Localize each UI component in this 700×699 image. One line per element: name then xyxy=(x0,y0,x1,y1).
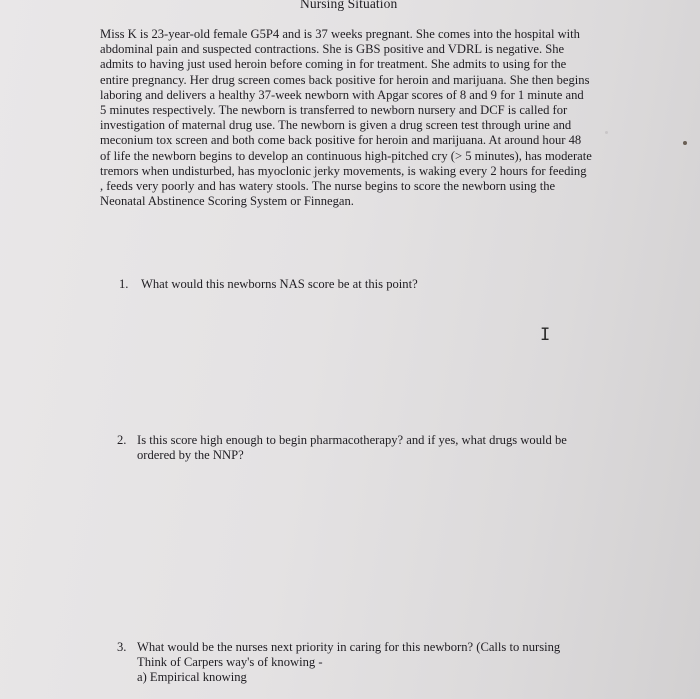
paper-speck xyxy=(605,131,608,134)
case-paragraph: Miss K is 23-year-old female G5P4 and is 37 weeks pregnant. She comes into the hospital with abdominal pain and suspected contractions. She is GBS positive and VDRL is negative. She admits to having just used heroin before coming in for treatment. She admits to using for the entire pregnancy. Her drug screen comes back positive for heroin and marijuana. She then begins laboring and delivers a healthy 37-week newborn with Apgar scores of 8 and 9 for 1 minute and 5 minutes respectively. The newborn is transferred to newborn nursery and DCF is called for investigation of maternal drug use. The newborn is given a drug screen test through urine and meconium tox screen and both come back positive for heroin and marijuana. At around hour 48 of life the newborn begins to develop an continuous high-pitched cry (> 5 minutes), has moderate tremors when undisturbed, has myoclonic jerky movements, is waking every 2 hours for feeding , feeds very poorly and has watery stools. The nurse begins to score the newborn using the Neonatal Abstinence Scoring System or Finnegan. xyxy=(100,27,592,209)
question-text: Is this score high enough to begin pharmacotherapy? and if yes, what drugs would be ordered by the NNP? xyxy=(137,433,567,462)
page-title: Nursing Situation xyxy=(300,0,398,11)
question-number: 1. xyxy=(119,277,129,291)
question-number: 3. xyxy=(117,640,127,654)
question-number: 2. xyxy=(117,433,127,447)
question-line: Think of Carpers way's of knowing - xyxy=(137,655,323,669)
question-text: What would be the nurses next priority in caring for this newborn? (Calls to nursing xyxy=(137,640,561,654)
text-cursor-icon: I xyxy=(540,325,551,345)
paper-speck xyxy=(683,141,687,145)
question-text: What would this newborns NAS score be at this point? xyxy=(141,277,418,291)
question-line: a) Empirical knowing xyxy=(137,670,247,684)
